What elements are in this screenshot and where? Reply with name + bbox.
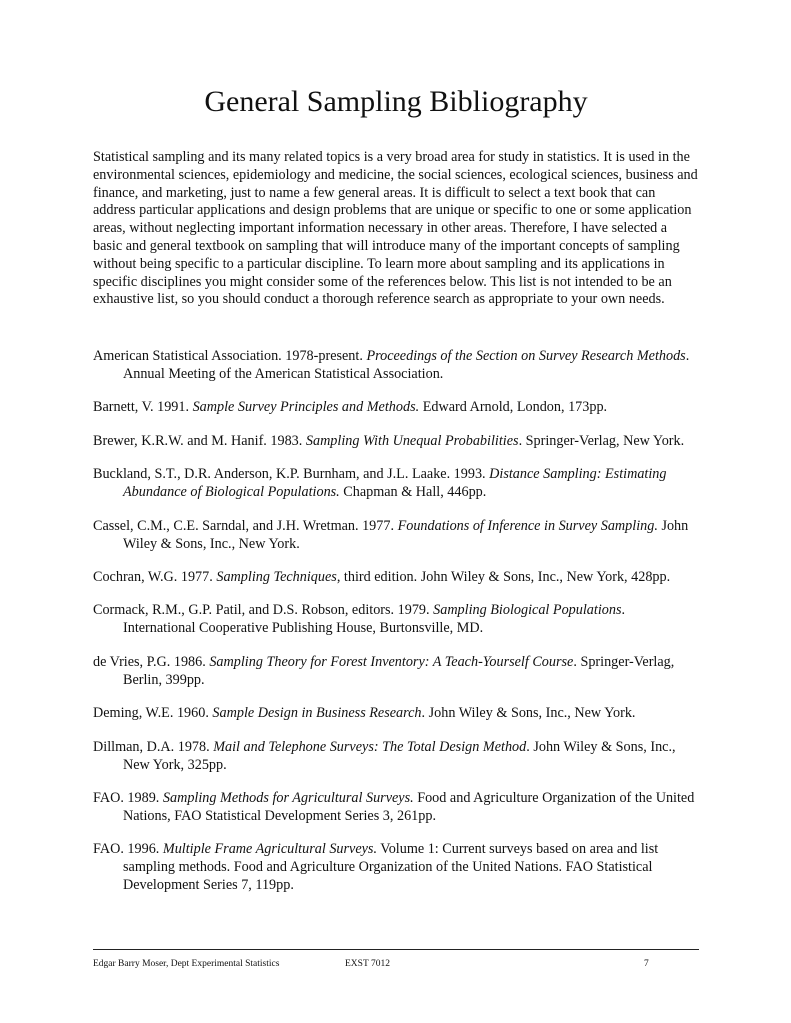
reference-item [93, 398, 699, 416]
reference-item [93, 704, 699, 722]
reference-lead: Cassel, C.M., C.E. Sarndal, and J.H. Wretman. 1977. [93, 517, 398, 534]
reference-title: Sampling Methods for Agricultural Surveys. [162, 789, 414, 806]
reference-item [93, 653, 699, 689]
reference-title: Sample Design in Business Research [212, 705, 422, 722]
reference-item [93, 789, 699, 825]
reference-item [93, 601, 699, 637]
reference-tail: Food and Agriculture Organization of the United Nations, FAO Statistical Development Series 3, 261pp. [123, 789, 695, 824]
reference-lead: Buckland, S.T., D.R. Anderson, K.P. Burnham, and J.L. Laake. 1993. [93, 466, 490, 483]
reference-lead: FAO. 1989. [93, 789, 163, 806]
page-footer [93, 957, 699, 971]
reference-title: Foundations of Inference in Survey Sampling. [397, 517, 658, 534]
reference-title: Proceedings of the Section on Survey Research Methods [366, 348, 686, 364]
footer-author: Edgar Barry Moser, Dept Experimental Statistics [93, 959, 280, 969]
reference-item [93, 517, 699, 553]
reference-item [93, 738, 699, 774]
reference-title: Sample Survey Principles and Methods. [192, 399, 420, 416]
reference-title: Multiple Frame Agricultural Surveys. [162, 841, 377, 858]
reference-title: Distance Sampling: Estimating Abundance of Biological Populations. [123, 466, 667, 501]
reference-title: Sampling With Unequal Probabilities [305, 432, 519, 449]
reference-tail: Edward Arnold, London, 173pp. [419, 399, 608, 416]
reference-lead: Cochran, W.G. 1977. [93, 568, 217, 585]
footer-course-code: EXST 7012 [345, 959, 390, 969]
reference-tail: , third edition. John Wiley & Sons, Inc., New York, 428pp. [336, 568, 671, 585]
reference-lead: Barnett, V. 1991. [93, 399, 193, 416]
footer-divider [93, 949, 699, 950]
reference-item [93, 432, 699, 450]
reference-tail: Volume 1: Current surveys based on area and list sampling methods. Food and Agriculture Organization of the United Nations. FAO Statistical Development Series 7, 119pp. [123, 841, 659, 894]
reference-title: Sampling Biological Populations [433, 602, 622, 619]
reference-tail: . International Cooperative Publishing House, Burtonsville, MD. [123, 602, 626, 637]
reference-lead: Cormack, R.M., G.P. Patil, and D.S. Robson, editors. 1979. [93, 602, 434, 619]
reference-list [93, 347, 699, 910]
reference-lead: Dillman, D.A. 1978. [93, 738, 214, 755]
reference-lead: de Vries, P.G. 1986. [93, 653, 210, 670]
reference-title: Sampling Techniques [216, 568, 337, 585]
reference-lead: Brewer, K.R.W. and M. Hanif. 1983. [93, 432, 306, 449]
reference-item [93, 568, 699, 586]
reference-item [93, 465, 699, 501]
reference-lead: American Statistical Association. 1978-present. [93, 348, 367, 364]
page-title: General Sampling Bibliography [204, 85, 588, 118]
reference-title: Mail and Telephone Surveys: The Total Design Method [213, 738, 527, 755]
document-page [93, 0, 699, 1023]
reference-item [93, 840, 699, 894]
reference-tail: Chapman & Hall, 446pp. [339, 484, 487, 501]
footer-page-number: 7 [644, 959, 649, 969]
reference-tail: . John Wiley & Sons, Inc., New York, 325pp. [123, 738, 676, 773]
reference-tail: . Springer-Verlag, Berlin, 399pp. [123, 653, 675, 688]
intro-paragraph: Statistical sampling and its many related topics is a very broad area for study in statistics. It is used in the environmental sciences, epidemiology and medicine, the social sciences, ecological sciences, business and finance, and marketing, just to name a few general areas. It is difficult to select a text book that can address particular applications and design problems that are unique or specific to one or some application areas, without neglecting important information necessary in other areas. Therefore, I have selected a basic and general textbook on sampling that will introduce many of the important concepts of sampling without being specific to a particular discipline. To learn more about sampling and its applications in specific disciplines you might consider some of the references below. This list is not intended to be an exhaustive list, so you should conduct a thorough reference search as appropriate to your own needs. [93, 149, 698, 308]
reference-tail: . John Wiley & Sons, Inc., New York. [421, 705, 636, 722]
reference-tail: John Wiley & Sons, Inc., New York. [123, 517, 689, 552]
reference-lead: Deming, W.E. 1960. [93, 705, 213, 722]
reference-tail: . Springer-Verlag, New York. [518, 432, 685, 449]
reference-tail: . Annual Meeting of the American Statistical Association. [123, 348, 690, 382]
reference-title: Sampling Theory for Forest Inventory: A Teach-Yourself Course [209, 653, 574, 670]
reference-lead: FAO. 1996. [93, 841, 163, 858]
reference-item [93, 347, 699, 383]
